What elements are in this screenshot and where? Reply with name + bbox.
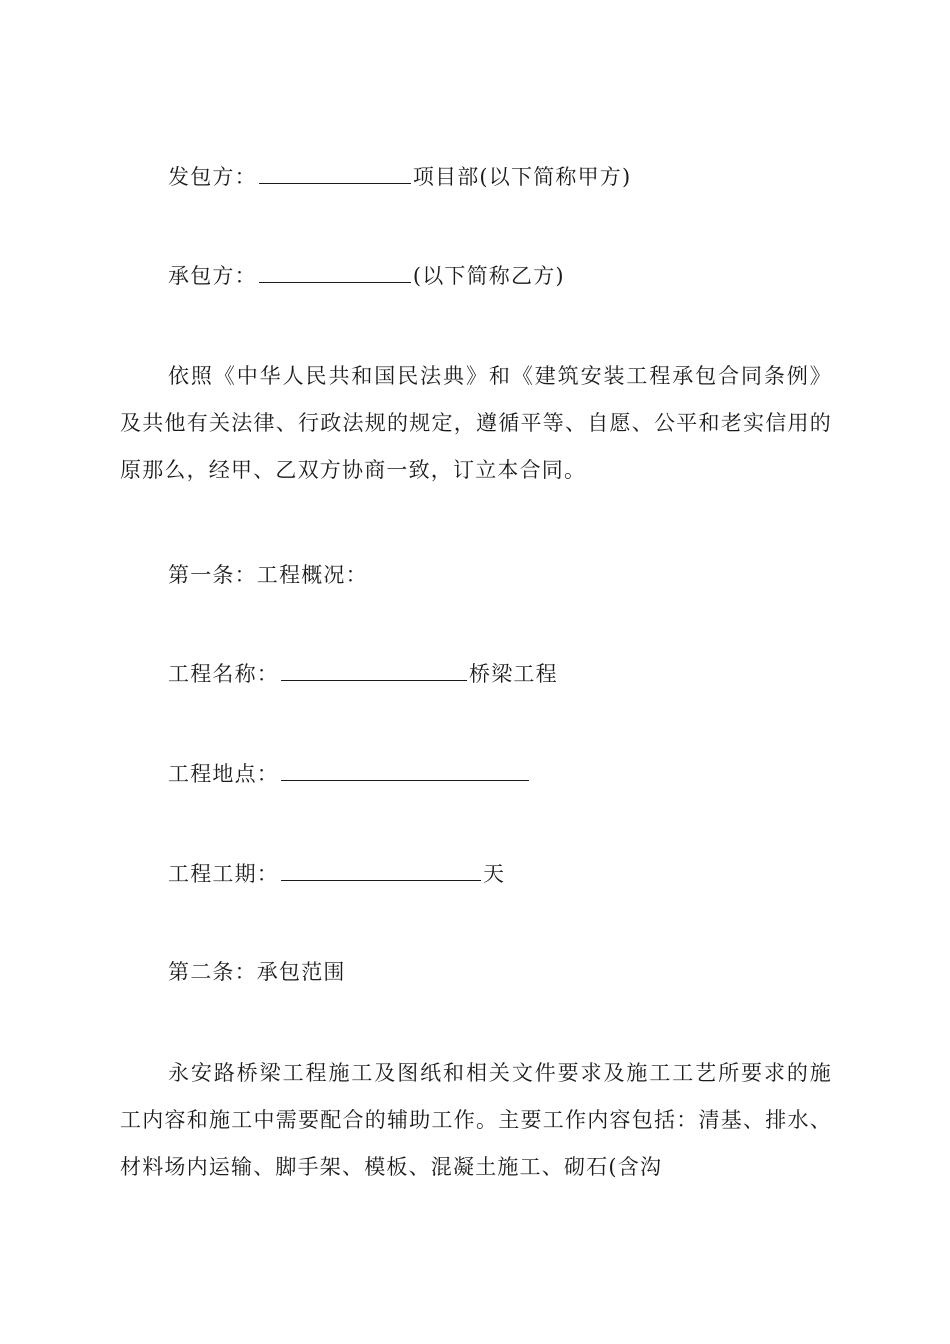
party-a-line: [0, 162, 950, 192]
article2-heading: 第二条：承包范围: [168, 960, 346, 984]
preamble-paragraph: [120, 353, 832, 494]
project-name-suffix: 桥梁工程: [469, 662, 558, 686]
party-b-blank: [259, 262, 411, 283]
project-location-label: 工程地点：: [168, 762, 279, 786]
article1-heading: 第一条：工程概况：: [168, 563, 368, 587]
article2-body-text: 永安路桥梁工程施工及图纸和相关文件要求及施工工艺所要求的施工内容和施工中需要配合的辅助工作。主要工作内容包括：清基、排水、材料场内运输、脚手架、模板、混凝土施工、砌石(含沟: [120, 1061, 832, 1179]
project-name-label: 工程名称：: [168, 662, 279, 686]
project-name-line: [0, 659, 950, 689]
project-name-blank: [281, 660, 467, 681]
party-a-label: 发包方：: [168, 165, 257, 189]
party-a-suffix: 项目部(以下简称甲方): [412, 165, 632, 189]
project-duration-label: 工程工期：: [168, 862, 279, 886]
party-a-blank: [259, 163, 411, 184]
party-b-line: [0, 261, 950, 291]
project-location-line: [0, 759, 950, 789]
project-duration-blank: [281, 860, 481, 881]
party-b-suffix: (以下简称乙方): [412, 264, 565, 288]
party-b-label: 承包方：: [168, 264, 257, 288]
project-duration-suffix: 天: [483, 862, 506, 886]
article2-paragraph: [120, 1050, 832, 1191]
project-duration-line: [0, 859, 950, 889]
preamble-text: 依照《中华人民共和国民法典》和《建筑安装工程承包合同条例》及共他有关法律、行政法规的规定，遵循平等、自愿、公平和老实信用的原那么，经甲、乙双方协商一致，订立本合同。: [120, 364, 832, 482]
project-location-blank: [281, 760, 529, 781]
